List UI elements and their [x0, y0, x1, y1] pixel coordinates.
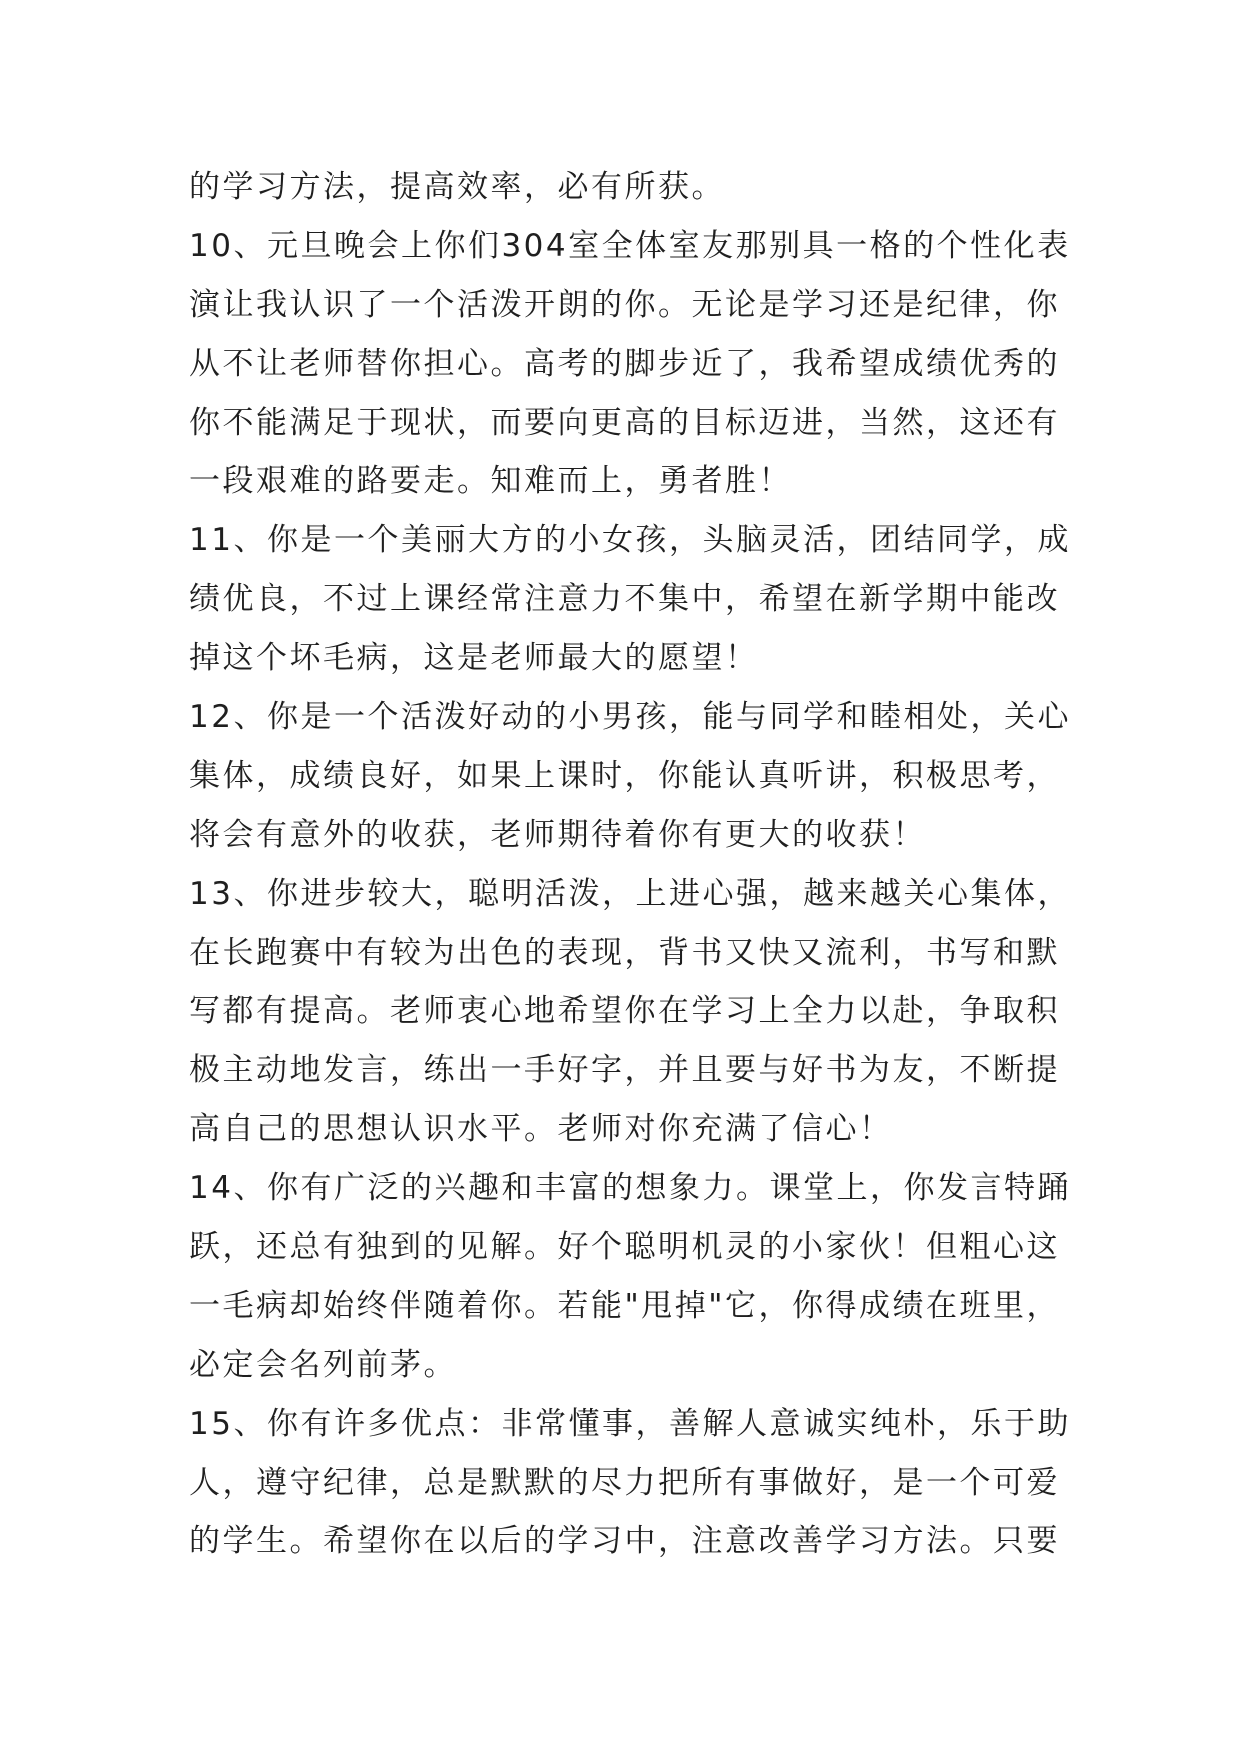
text-line: 一毛病却始终伴随着你。若能"甩掉"它，你得成绩在班里，: [189, 1287, 1061, 1324]
text-line: 将会有意外的收获，老师期待着你有更大的收获！: [189, 816, 926, 853]
text-line: 掉这个坏毛病，这是老师最大的愿望！: [189, 640, 759, 677]
text-line: 13、你进步较大，聪明活泼，上进心强，越来越关心集体，: [189, 875, 1071, 912]
text-line: 12、你是一个活泼好动的小男孩，能与同学和睦相处，关心: [189, 699, 1071, 736]
text-line: 15、你有许多优点：非常懂事，善解人意诚实纯朴，乐于助: [189, 1405, 1071, 1442]
text-line: 在长跑赛中有较为出色的表现，背书又快又流利，书写和默: [189, 934, 1060, 971]
text-line: 的学生。希望你在以后的学习中，注意改善学习方法。只要: [189, 1523, 1060, 1560]
text-line: 一段艰难的路要走。知难而上，勇者胜！: [189, 463, 792, 500]
text-line: 10、元旦晚会上你们304室全体室友那别具一格的个性化表: [189, 227, 1071, 264]
text-line: 极主动地发言，练出一手好字，并且要与好书为友，不断提: [189, 1052, 1060, 1089]
text-line: 写都有提高。老师衷心地希望你在学习上全力以赴，争取积: [189, 993, 1060, 1030]
text-line: 你不能满足于现状，而要向更高的目标迈进，当然，这还有: [189, 404, 1060, 441]
text-line: 的学习方法，提高效率，必有所获。: [189, 169, 725, 205]
text-line: 必定会名列前茅。: [189, 1346, 457, 1383]
document-body: [189, 158, 1069, 1571]
text-line: 演让我认识了一个活泼开朗的你。无论是学习还是纪律，你: [189, 286, 1060, 323]
text-line: 11、你是一个美丽大方的小女孩，头脑灵活，团结同学，成: [189, 522, 1071, 559]
text-line: 跃，还总有独到的见解。好个聪明机灵的小家伙！但粗心这: [189, 1229, 1060, 1266]
text-line: 集体，成绩良好，如果上课时，你能认真听讲，积极思考，: [189, 757, 1060, 794]
text-line: 14、你有广泛的兴趣和丰富的想象力。课堂上，你发言特踊: [189, 1170, 1071, 1207]
text-line: 从不让老师替你担心。高考的脚步近了，我希望成绩优秀的: [189, 345, 1060, 382]
text-line: 高自己的思想认识水平。老师对你充满了信心！: [189, 1111, 893, 1148]
text-line: 绩优良，不过上课经常注意力不集中，希望在新学期中能改: [189, 581, 1060, 618]
text-line: 人，遵守纪律，总是默默的尽力把所有事做好，是一个可爱: [189, 1464, 1060, 1501]
